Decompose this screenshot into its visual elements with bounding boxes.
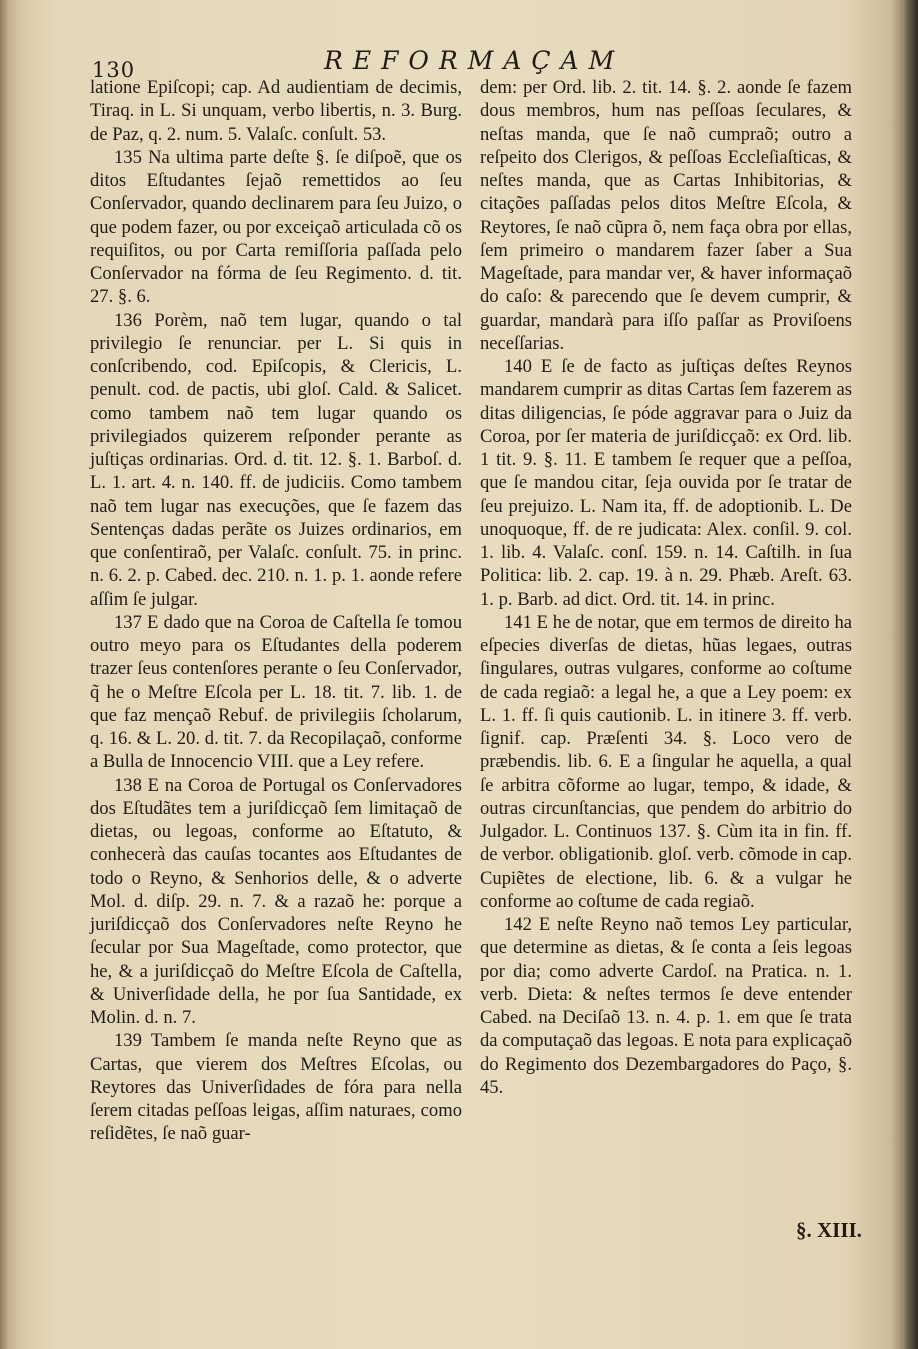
left-column: [90, 76, 462, 1146]
running-title: REFORMAÇAM: [324, 46, 625, 75]
paragraph-continuation: latione Epiſcopi; cap. Ad audientiam de decimis, Tiraq. in L. Si unquam, verbo libertis, n. 3. Burg. de Paz, q. 2. num. 5. Valaſc. conſult. 53.: [90, 77, 462, 145]
paragraph-136: 136 Porèm, naõ tem lugar, quando o tal privilegio ſe renunciar. per L. Si quis in conſcribendo, cod. Epiſcopis, & Clericis, L. penult. cod. de pactis, ubi gloſ. Cald. & Salicet. como tambem naõ tem lugar quando os privilegiados quizerem reſponder perante as juſtiças ordinarias. Ord. d. tit. 12. §. 1. Barboſ. d. L. 1. art. 4. n. 140. ff. de judiciis. Como tambem naõ tem lugar nas execuções, que ſe fazem das Sentenças dadas perãte os Juizes ordinarios, em que conſentiraõ, per Valaſc. conſult. 75. in princ. n. 6. 2. p. Cabed. dec. 210. n. 1. p. 1. aonde refere aſſim ſe julgar.: [90, 309, 462, 610]
page-number: 130: [92, 58, 136, 82]
paragraph-137: 137 E dado que na Coroa de Caſtella ſe tomou outro meyo para os Eſtudantes della poderem trazer ſeus contenſores perante o ſeu Conſervador, q̃ he o Meſtre Eſcola per L. 18. tit. 7. lib. 1. de que faz mençaõ Rebuf. de privilegiis ſcholarum, q. 16. & L. 20. d. tit. 7. da Recopilaçaõ, conforme a Bulla de Innocencio VIII. que a Ley refere.: [90, 611, 462, 773]
right-column: [480, 76, 852, 1099]
catchword: §. XIII.: [796, 1218, 862, 1242]
paragraph-continuation: dem: per Ord. lib. 2. tit. 14. §. 2. aonde ſe fazem dous membros, hum nas peſſoas ſeculares, & neſtas manda, que ſe naõ cumpraõ; outro a reſpeito dos Clerigos, & peſſoas Eccleſiaſticas, & neſtes manda, que as Cartas Inhibitorias, & citações paſſadas pelos ditos Meſtre Eſcola, & Reytores, ſe naõ cũpra õ, nem faça obra por ellas, ſem primeiro o mandarem fazer ſaber a Sua Mageſtade, para mandar ver, & haver informaçaõ do caſo: & parecendo que ſe devem cumprir, & guardar, mandarà para iſſo paſſar as Proviſoens neceſſarias.: [480, 77, 852, 354]
gutter-shadow: [0, 0, 14, 1349]
paragraph-139: 139 Tambem ſe manda neſte Reyno que as Cartas, que vierem dos Meſtres Eſcolas, ou Reytores das Univerſidades de fóra para nella ſerem citadas peſſoas leigas, aſſim naturaes, como reſidẽtes, ſe naõ guar-: [90, 1030, 462, 1145]
paragraph-140: 140 E ſe de facto as juſtiças deſtes Reynos mandarem cumprir as ditas Cartas ſem fazerem as ditas diligencias, ſe póde aggravar para o Juiz da Coroa, por ſer materia de juriſdicçaõ: ex Ord. lib. 1 tit. 9. §. 11. E tambem ſe requer que a peſſoa, que ſe mandou citar, ſeja ouvida por ſe tratar de ſeu prejuizo. L. Nam ita, ff. de adoptionib. L. De unoquoque, ff. de re judicata: Alex. conſil. 9. col. 1. lib. 4. Valaſc. conſ. 159. n. 14. Caſtilh. in ſua Politica: lib. 2. cap. 19. à n. 29. Phæb. Areſt. 63. 1. p. Barb. ad dict. Ord. tit. 14. in princ.: [480, 356, 852, 610]
paragraph-138: 138 E na Coroa de Portugal os Conſervadores dos Eſtudãtes tem a juriſdicçaõ ſem limitaçaõ de dietas, ou legoas, conforme ao Eſtatuto, & conhecerà das cauſas tocantes aos Eſtudantes de todo o Reyno, & Senhorios delle, & o adverte Mol. d. diſp. 29. n. 7. & a razaõ he: porque a juriſdicçaõ dos Conſervadores neſte Reyno he ſecular por Sua Mageſtade, como protector, que he, & a juriſdicçaõ do Meſtre Eſcola de Caſtella, & Univerſidade della, he por ſua Santidade, ex Molin. d. n. 7.: [90, 774, 462, 1028]
paragraph-135: 135 Na ultima parte deſte §. ſe diſpoẽ, que os ditos Eſtudantes ſejaõ remettidos ao ſeu Conſervador, quando declinarem para ſeu Juizo, o que podem fazer, ou por exceiçaõ articulada cõ os requiſitos, ou por Carta remiſſoria paſſada pelo Conſervador na fórma de ſeu Regimento. d. tit. 27. §. 6.: [90, 146, 462, 308]
paragraph-141: 141 E he de notar, que em termos de direito ha eſpecies diverſas de dietas, hũas legaes, outras ſingulares, outras vulgares, conforme ao coſtume de cada regiaõ: a legal he, a que a Ley poem: ex L. 1. ff. ſi quis cautionib. L. in itinere 3. ff. verb. ſignif. cap. Præſenti 34. §. Loco vero de præbendis. lib. 6. E a ſingular he aquella, a qual ſe arbitra cõforme ao lugar, tempo, & idade, & outras circunſtancias, que pendem do arbitrio do Julgador. L. Continuos 137. §. Cùm ita in fin. ff. de verbor. obligationib. gloſ. verb. cõmode in cap. Cupiẽtes de electione, lib. 6. & a vulgar he conforme ao coſtume de cada regiaõ.: [480, 611, 852, 912]
paragraph-142: 142 E neſte Reyno naõ temos Ley particular, que determine as dietas, & ſe conta a ſeis legoas por dia; como adverte Cardoſ. na Pratica. n. 1. verb. Dieta: & neſtes termos ſe deve entender Cabed. na Deciſaõ 13. n. 4. p. 1. em que ſe trata da computaçaõ das legoas. E nota para explicaçaõ do Regimento dos Dezembargadores do Paço, §. 45.: [480, 914, 852, 1098]
page-edge: [904, 0, 918, 1349]
